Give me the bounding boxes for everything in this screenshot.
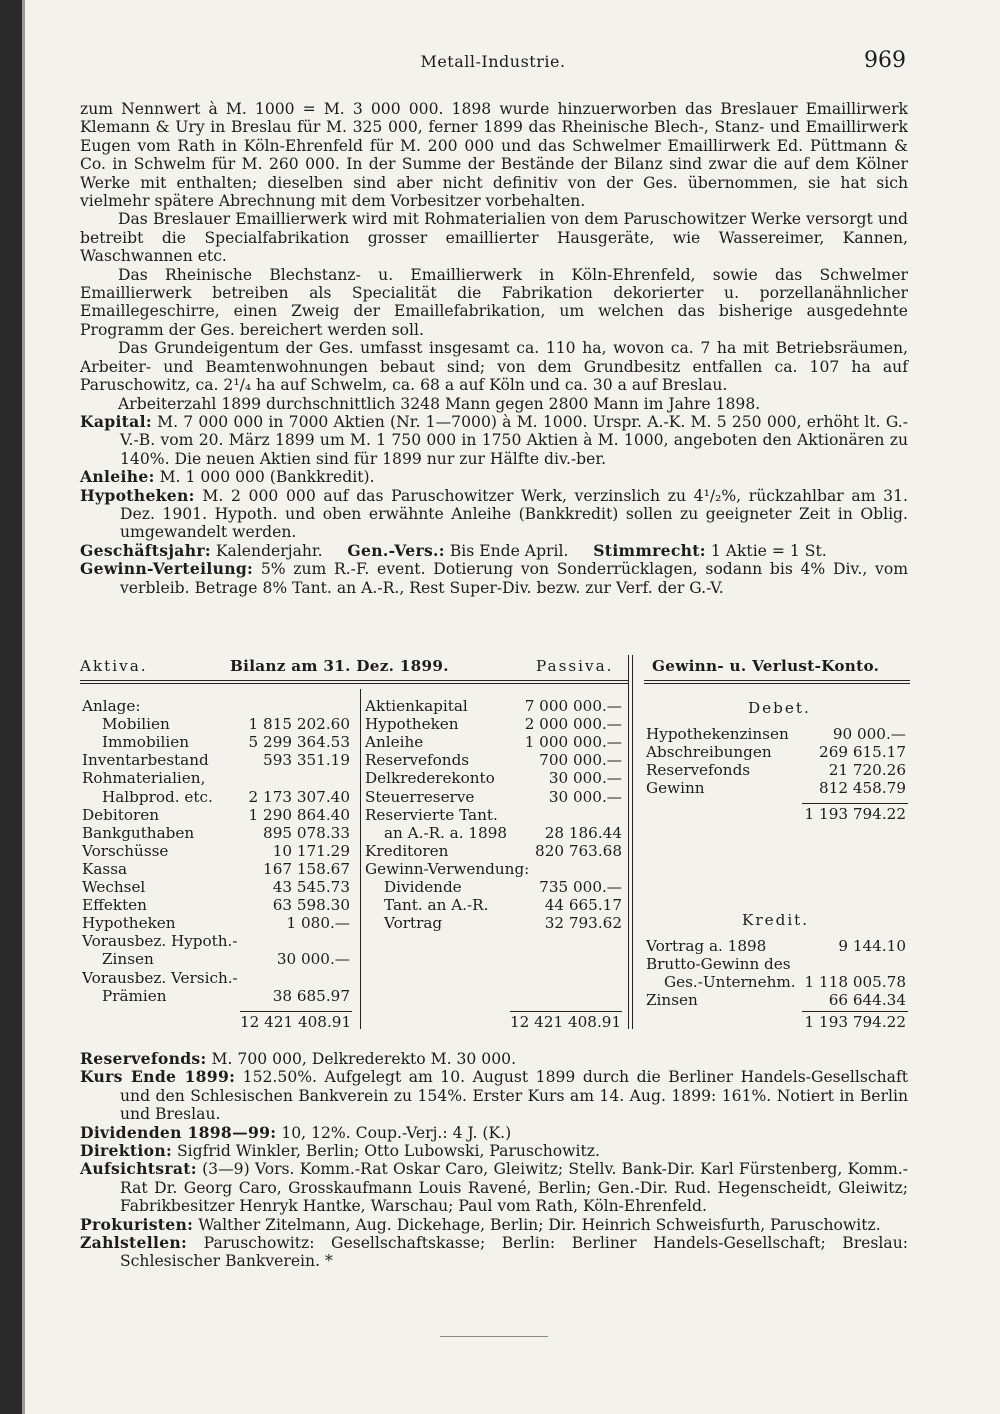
- table-row-label: Anleihe: [365, 733, 424, 752]
- table-row-value: 66 644.34: [828, 991, 906, 1010]
- table-row-label: Mobilien: [102, 715, 170, 734]
- table-row-label: Steuerreserve: [365, 787, 475, 806]
- table-row-label: Reservierte Tant.: [365, 805, 498, 824]
- table-row-value: 2 173 307.40: [248, 787, 350, 806]
- note-text: 10, 12%. Coup.-Verj.: 4 J. (K.): [281, 1123, 512, 1142]
- note-text: M. 700 000, Delkrederekto M. 30 000.: [211, 1050, 517, 1068]
- balance-title: Bilanz am 31. Dez. 1899.: [230, 657, 449, 675]
- table-row-value: 30 000.—: [548, 769, 622, 788]
- note-text: Walther Zitelmann, Aug. Dickehage, Berlin; Dir. Heinrich Schweisfurth, Paruschowitz.: [198, 1215, 881, 1234]
- fact-label: Anleihe:: [80, 467, 155, 487]
- page-number: 969: [864, 48, 906, 73]
- table-row-value: 269 615.17: [819, 743, 906, 762]
- fact-label: Gewinn-Verteilung:: [80, 559, 254, 579]
- page-header: [80, 48, 906, 80]
- passiva-sum-rule: [510, 1011, 622, 1012]
- kredit-label: Kredit.: [742, 911, 810, 929]
- table-row-label: Vortrag a. 1898: [646, 937, 767, 955]
- table-row-value: 90 000.—: [832, 725, 906, 743]
- aktiva-total: 12 421 408.91: [240, 1013, 352, 1031]
- note-text: 152.50%. Aufgelegt am 10. August 1899 durch die Berliner Handels-Gesellschaft und den Schlesischen Bankverein zu 154%. Erster Kurs am 14. Aug. 1899: 161%. Notiert in Berlin und Breslau.: [120, 1068, 909, 1124]
- table-row-value: 820 763.68: [535, 841, 622, 860]
- footer-rule: [440, 1336, 548, 1337]
- financial-tables: [80, 655, 910, 1050]
- fact-text: 1 Aktie = 1 St.: [710, 541, 827, 560]
- note-label: Dividenden 1898—99:: [80, 1122, 277, 1142]
- table-row-label: Halbprod. etc.: [102, 787, 213, 806]
- table-row-label: Delkrederekonto: [365, 769, 495, 788]
- fact-text: M. 2 000 000 auf das Paruschowitzer Werk, verzinslich zu 4¹/₂%, rückzahlbar am 31. Dez. 1901. Hypoth. und oben erwähnte Anleihe (Bankkredit) sollen zu geeigneter Zeit in Oblig. umgewandelt werden.: [120, 486, 908, 542]
- balance-border: [632, 655, 633, 1029]
- table-row-label: Kassa: [82, 859, 128, 878]
- aktiva-sum-rule: [240, 1011, 352, 1012]
- fact-text: M. 7 000 000 in 7000 Aktien (Nr. 1—7000) à M. 1000. Urspr. A.-K. M. 5 250 000, erhöht lt. G.-V.-B. vom 20. März 1899 um M. 1 750 000 in 1750 Aktien à M. 1000, angeboten den Aktionären zu 140%. Die neuen Aktien sind für 1899 nur zur Hälfte div.-ber.: [120, 412, 908, 468]
- fact-text: Kalenderjahr.: [215, 541, 323, 560]
- table-row-value: 895 078.33: [263, 823, 350, 842]
- table-row-value: 63 598.30: [272, 896, 350, 915]
- table-row-value: 5 299 364.53: [248, 733, 350, 752]
- table-row-value: 32 793.62: [544, 914, 622, 933]
- table-row-label: Effekten: [82, 896, 147, 915]
- table-row-label: Debitoren: [82, 805, 160, 824]
- table-row-label: Gewinn: [646, 779, 705, 798]
- fact-text: M. 1 000 000 (Bankkredit).: [159, 468, 375, 487]
- table-row-label: Vortrag: [384, 914, 443, 933]
- fact-kapital: [80, 413, 908, 468]
- kredit-total: 1 193 794.22: [804, 1013, 906, 1031]
- table-row-label: Ges.-Unternehm.: [664, 973, 796, 992]
- intro-text: [80, 100, 908, 597]
- table-row-label: Vorausbez. Hypoth.-: [82, 932, 238, 951]
- table-row-label: Prämien: [102, 986, 167, 1005]
- fact-label: Geschäftsjahr:: [80, 540, 211, 560]
- table-row-label: Vorausbez. Versich.-: [82, 968, 238, 987]
- table-row-value: 21 720.26: [828, 761, 906, 780]
- gv-rule: [644, 683, 910, 684]
- intro-paragraph: Das Grundeigentum der Ges. umfasst insgesamt ca. 110 ha, wovon ca. 7 ha mit Betriebsräumen, Arbeiter- und Beamtenwohnungen bebaut sind; von dem Grundbesitz entfallen ca. 107 ha auf Paruschowitz, ca. 2¹/₄ ha auf Schwelm, ca. 68 a auf Köln und ca. 30 a auf Breslau.: [80, 339, 908, 395]
- table-row-label: Aktienkapital: [365, 697, 468, 715]
- note-label: Aufsichtsrat:: [80, 1159, 197, 1179]
- table-row-label: Tant. an A.-R.: [384, 896, 489, 915]
- fact-label: Hypotheken:: [80, 485, 195, 505]
- fact-geschaeftsjahr: [80, 542, 908, 560]
- table-row-value: 1 118 005.78: [804, 973, 906, 992]
- note-text: Sigfrid Winkler, Berlin; Otto Lubowski, Paruschowitz.: [176, 1142, 600, 1161]
- balance-divider: [360, 689, 361, 1029]
- balance-border: [628, 655, 629, 1029]
- intro-paragraph: Das Rheinische Blechstanz- u. Emaillierwerk in Köln-Ehrenfeld, sowie das Schwelmer Emaillierwerk betreiben als Specialität die Fabrikation dekorierter u. porzellanähnlicher Emaillegeschirre, einen Zweig der Emaillefabrikation, um welchen das bisherige ausgedehnte Programm der Ges. bereichert werden soll.: [80, 265, 908, 339]
- fact-hypotheken: [80, 487, 908, 542]
- table-row-label: Bankguthaben: [82, 823, 195, 842]
- table-row-value: 1 080.—: [286, 914, 350, 933]
- table-row-value: 812 458.79: [819, 779, 906, 798]
- passiva-label: Passiva.: [536, 657, 614, 675]
- footer-notes: [80, 1050, 908, 1271]
- note-label: Kurs Ende 1899:: [80, 1067, 236, 1087]
- fact-label: Gen.-Vers.:: [347, 540, 445, 560]
- note-aufsichtsrat: [80, 1160, 908, 1215]
- table-row-value: 735 000.—: [539, 878, 622, 896]
- fact-text: Bis Ende April.: [449, 541, 569, 560]
- table-row-value: 700 000.—: [539, 751, 622, 770]
- table-row-value: 30 000.—: [276, 950, 350, 969]
- passiva-total: 12 421 408.91: [510, 1013, 622, 1031]
- note-reservefonds: [80, 1050, 908, 1068]
- table-row-label: Brutto-Gewinn des: [646, 955, 791, 974]
- intro-paragraph: Arbeiterzahl 1899 durchschnittlich 3248 Mann gegen 2800 Mann im Jahre 1898.: [118, 394, 761, 413]
- note-prokuristen: [80, 1216, 908, 1234]
- table-row-value: 1 290 864.40: [248, 805, 350, 824]
- table-row-label: an A.-R. a. 1898: [384, 823, 508, 842]
- table-row-value: 9 144.10: [838, 937, 906, 955]
- table-row-label: Zinsen: [102, 950, 154, 969]
- table-row-value: 1 000 000.—: [524, 733, 622, 752]
- table-row-label: Anlage:: [82, 697, 141, 715]
- table-row-label: Zinsen: [646, 991, 698, 1010]
- intro-paragraph: zum Nennwert à M. 1000 = M. 3 000 000. 1898 wurde hinzuerworben das Breslauer Emaillirwerk Klemann & Ury in Breslau für M. 325 000, ferner 1899 das Rheinische Blech-, Stanz- und Emaillirwerk Eugen vom Rath in Köln-Ehrenfeld für M. 200 000 und das Schwelmer Emaillirwerk Ed. Püttmann & Co. in Schwelm für M. 260 000. In der Summe der Bestände der Bilanz sind zwar die auf dem Kölner Werke mit enthalten; dieselben sind aber nicht definitiv von der Ges. übernommen, sie hat sich vielmehr spätere Abrechnung mit dem Vorbesitzer vorbehalten.: [80, 100, 908, 211]
- note-text: (3—9) Vors. Komm.-Rat Oskar Caro, Gleiwitz; Stellv. Bank-Dir. Karl Fürstenberg, Komm.-Rat Dr. Georg Caro, Grosskaufmann Louis Ravené, Berlin; Gen.-Dir. Rud. Hegenscheidt, Gleiwitz; Fabrikbesitzer Henryk Hantke, Warschau; Paul vom Rath, Köln-Ehrenfeld.: [120, 1160, 908, 1216]
- table-row-label: Vorschüsse: [82, 841, 169, 860]
- table-row-label: Wechsel: [82, 878, 146, 896]
- page-title: Metall-Industrie.: [420, 52, 566, 71]
- note-label: Zahlstellen:: [80, 1233, 188, 1253]
- debet-total: 1 193 794.22: [804, 805, 906, 823]
- note-direktion: [80, 1142, 908, 1160]
- table-row-value: 2 000 000.—: [524, 715, 622, 734]
- fact-text: 5% zum R.-F. event. Dotierung von Sonderrücklagen, sodann bis 4% Div., vom verbleib. Betrage 8% Tant. an A.-R., Rest Super-Div. bezw. zur Verf. der G.-V.: [120, 560, 908, 597]
- table-row-label: Inventarbestand: [82, 751, 209, 770]
- table-row-value: 167 158.67: [263, 859, 350, 878]
- table-row-value: 7 000 000.—: [524, 697, 622, 715]
- note-kurs: [80, 1068, 908, 1123]
- scan-edge: [0, 0, 22, 1414]
- table-row-value: 43 545.73: [272, 878, 350, 896]
- table-row-label: Reservefonds: [646, 761, 751, 780]
- table-row-value: 593 351.19: [263, 751, 350, 770]
- scan-edge-shadow: [22, 0, 25, 1414]
- table-row-value: 44 665.17: [544, 896, 622, 915]
- note-label: Reservefonds:: [80, 1049, 207, 1068]
- balance-rule: [80, 680, 628, 681]
- table-row-label: Hypotheken: [365, 715, 459, 734]
- table-row-label: Rohmaterialien,: [82, 769, 206, 788]
- table-row-label: Immobilien: [102, 733, 190, 752]
- note-dividenden: [80, 1124, 908, 1142]
- table-row-value: 1 815 202.60: [248, 715, 350, 734]
- table-row-label: Kreditoren: [365, 841, 449, 860]
- table-row-label: Abschreibungen: [646, 743, 772, 762]
- fact-label: Kapital:: [80, 411, 152, 431]
- note-label: Direktion:: [80, 1141, 173, 1161]
- table-row-label: Hypotheken: [82, 914, 176, 933]
- gv-title: Gewinn- u. Verlust-Konto.: [652, 657, 880, 675]
- note-text: Paruschowitz: Gesellschaftskasse; Berlin: Berliner Handels-Gesellschaft; Breslau: Schlesischer Bankverein. *: [120, 1234, 908, 1271]
- note-zahlstellen: [80, 1234, 908, 1271]
- intro-paragraph: Das Breslauer Emaillierwerk wird mit Rohmaterialien von dem Paruschowitzer Werke versorgt und betreibt die Specialfabrikation grosser emaillierter Hausgeräte, wie Wassereimer, Kannen, Waschwannen etc.: [80, 210, 908, 266]
- table-row-label: Gewinn-Verwendung:: [365, 859, 530, 878]
- table-row-value: 38 685.97: [272, 986, 350, 1005]
- aktiva-label: Aktiva.: [80, 657, 148, 675]
- note-label: Prokuristen:: [80, 1214, 194, 1234]
- kredit-sum-rule: [802, 1011, 908, 1012]
- table-row-value: 30 000.—: [548, 787, 622, 806]
- fact-anleihe: [80, 468, 908, 486]
- table-row-label: Hypothekenzinsen: [646, 725, 789, 743]
- fact-gewinn-verteilung: [80, 560, 908, 597]
- table-row-value: 10 171.29: [272, 841, 350, 860]
- table-row-value: 28 186.44: [544, 823, 622, 842]
- debet-label: Debet.: [748, 699, 811, 717]
- balance-rule: [80, 683, 628, 684]
- debet-sum-rule: [802, 803, 908, 804]
- table-row-label: Reservefonds: [365, 751, 470, 770]
- gv-rule: [644, 680, 910, 681]
- fact-label: Stimmrecht:: [593, 540, 706, 560]
- table-row-label: Dividende: [384, 878, 462, 896]
